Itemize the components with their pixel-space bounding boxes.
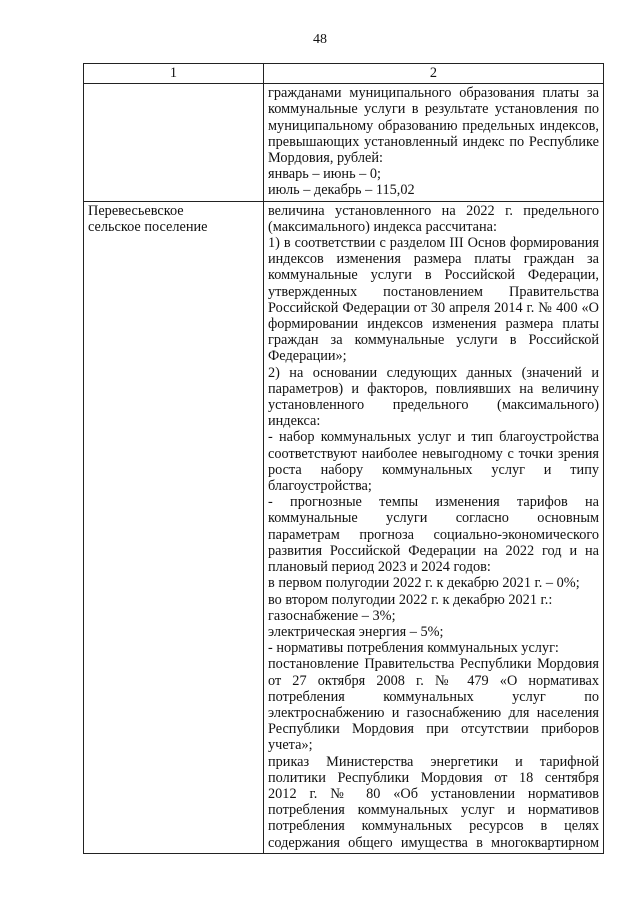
table-header-row xyxy=(84,64,604,84)
text-line: параметров) и факторов, повлиявших на величину xyxy=(268,380,599,397)
text-line: превышающих установленный индекс по Республике xyxy=(268,133,599,150)
text-line: коммунальные услуги в Российской Федерации, xyxy=(268,267,599,284)
text-line: политики Республики Мордовия от 18 сентября xyxy=(268,769,599,786)
text-line: роста набору коммунальных услуг и типу xyxy=(268,461,599,478)
header-col-2: 2 xyxy=(264,64,604,84)
text-line: коммунальные услуги в результате установления по xyxy=(268,101,599,118)
row2-col2 xyxy=(264,201,604,853)
text-line: потребления коммунальных ресурсов в целях xyxy=(268,818,599,835)
text-line: электроснабжению и газоснабжению для населения xyxy=(268,704,599,721)
text-line: потребления коммунальных услуг по xyxy=(268,688,599,705)
text-line: содержания общего имущества в многоквартирном xyxy=(268,834,599,851)
row1-col1 xyxy=(84,84,264,201)
text-line: учета»; xyxy=(268,737,313,754)
page-number: 48 xyxy=(313,32,327,47)
text-line: развития Российской Федерации на 2022 год и на xyxy=(268,542,599,559)
text-line: (максимального) индекса рассчитана: xyxy=(268,218,497,235)
text-line: 2012 г. № 80 «Об установлении нормативов xyxy=(268,785,599,802)
text-line: - нормативы потребления коммунальных услуг: xyxy=(268,640,559,657)
text-line: потребления коммунальных услуг и нормативов xyxy=(268,802,599,819)
text-line: во втором полугодии 2022 г. к декабрю 2021 г.: xyxy=(268,591,553,608)
text-line: гражданами муниципального образования платы за xyxy=(268,85,599,102)
text-line: постановление Правительства Республики Мордовия xyxy=(268,656,599,673)
text-line: Российской Федерации от 30 апреля 2014 г. № 400 «О xyxy=(268,299,599,316)
text-line: величина установленного на 2022 г. предельного xyxy=(268,202,599,219)
text-line: Республики Мордовия при отсутствии приборов xyxy=(268,721,599,738)
settlement-name: Перевесьевское xyxy=(88,202,184,219)
text-line: январь – июнь – 0; xyxy=(268,166,382,183)
text-line: благоустройства; xyxy=(268,478,372,495)
text-line: в первом полугодии 2022 г. к декабрю 2021 г. – 0%; xyxy=(268,575,580,592)
text-line: электрическая энергия – 5%; xyxy=(268,623,444,640)
text-line: параметрам прогноза социально-экономического xyxy=(268,526,599,543)
text-line: от 27 октября 2008 г. № 479 «О нормативах xyxy=(268,672,599,689)
text-line: 1) в соответствии с разделом III Основ формирования xyxy=(268,235,599,252)
text-line: 2) на основании следующих данных (значений и xyxy=(268,364,599,381)
text-line: Мордовия, рублей: xyxy=(268,150,383,167)
text-line: - прогнозные темпы изменения тарифов на xyxy=(268,494,599,511)
settlement-type: сельское поселение xyxy=(88,218,208,235)
text-line: соответствуют наиболее невыгодному с точки зрения xyxy=(268,445,599,462)
text-line: муниципальному образованию предельных индексов, xyxy=(268,117,599,134)
document-table xyxy=(83,63,604,854)
text-line: газоснабжение – 3%; xyxy=(268,607,396,624)
text-line: установленного предельного (максимального) xyxy=(268,397,599,414)
text-line: утвержденных постановлением Правительства xyxy=(268,283,599,300)
text-line: июль – декабрь – 115,02 xyxy=(268,182,415,199)
row2-col1 xyxy=(84,201,264,853)
text-line: приказ Министерства энергетики и тарифной xyxy=(268,753,599,770)
text-line: индексов изменения размера платы граждан за xyxy=(268,251,599,268)
text-line: граждан за коммунальные услуги в Российской xyxy=(268,332,599,349)
table-row xyxy=(84,84,604,201)
text-line: индекса: xyxy=(268,413,321,430)
text-line: формировании индексов изменения размера платы xyxy=(268,316,599,333)
table-row xyxy=(84,201,604,853)
text-line: коммунальные услуги согласно основным xyxy=(268,510,599,527)
text-line: Федерации»; xyxy=(268,348,347,365)
text-line: плановый период 2023 и 2024 годов: xyxy=(268,559,491,576)
row1-col2 xyxy=(264,84,604,201)
header-col-1: 1 xyxy=(84,64,264,84)
text-line: - набор коммунальных услуг и тип благоустройства xyxy=(268,429,599,446)
